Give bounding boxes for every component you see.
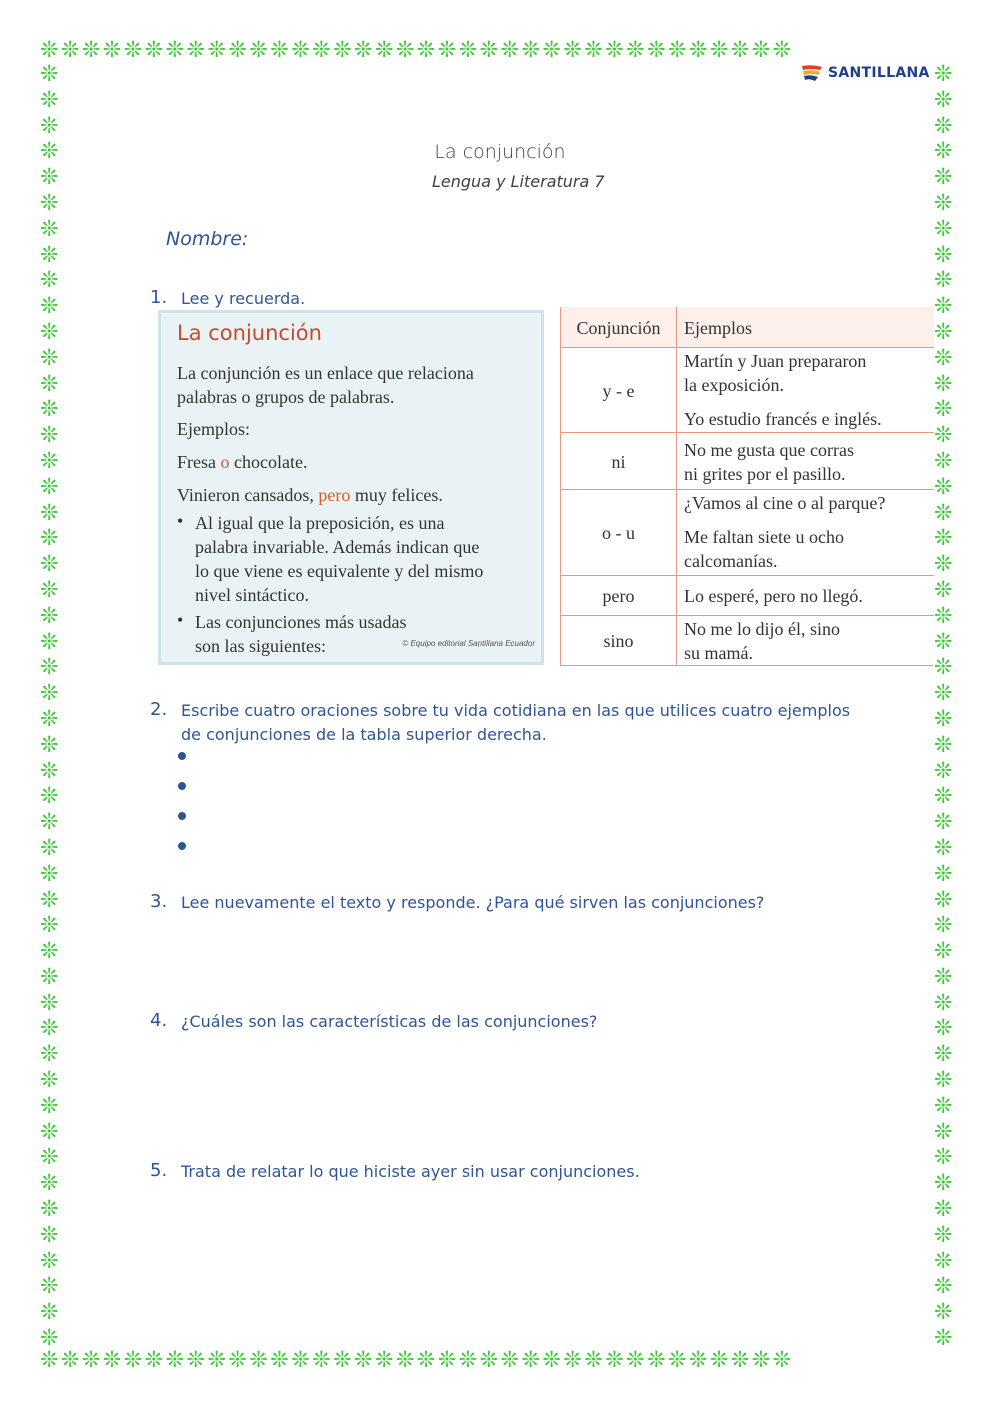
border-flower-icon: ❊ — [40, 887, 59, 913]
info-box-title: La conjunción — [177, 321, 322, 345]
border-flower-icon: ❊ — [934, 371, 953, 397]
border-flower-icon: ❊ — [40, 1119, 59, 1145]
bullet-symbol: • — [177, 610, 184, 630]
bullet-1-line: palabra invariable. Además indican que — [195, 537, 480, 557]
border-flower-icon: ❊ — [40, 655, 59, 681]
question-number: 3. — [150, 891, 168, 912]
border-flower-icon: ❊ — [40, 448, 59, 474]
border-flower-icon: ❊ — [934, 732, 953, 758]
border-flower-icon: ❊ — [40, 1016, 59, 1042]
border-flower-icon: ❊ — [40, 526, 59, 552]
border-flower-icon: ❊ — [40, 474, 59, 500]
example-2-before: Vinieron cansados, — [177, 485, 319, 505]
document-subtitle: Lengua y Literatura 7 — [432, 172, 605, 191]
row-divider — [561, 489, 934, 490]
border-flower-icon: ❊ — [934, 552, 953, 578]
border-flower-icon: ❊ — [934, 1042, 953, 1068]
border-flower-icon: ❊ — [934, 113, 953, 139]
border-flower-icon: ❊ — [40, 423, 59, 449]
border-flower-icon: ❊ — [934, 784, 953, 810]
border-flower-icon: ❊ — [934, 397, 953, 423]
table-cell-conjunction: pero — [602, 586, 635, 606]
border-flower-icon: ❊ — [934, 319, 953, 345]
border-flower-icon: ❊ — [934, 64, 953, 87]
question-number: 2. — [150, 699, 168, 720]
border-flower-icon: ❊ — [934, 268, 953, 294]
border-flower-icon: ❊ — [40, 87, 59, 113]
border-flower-icon: ❊ — [934, 448, 953, 474]
table-cell-example: Lo esperé, pero no llegó. — [684, 586, 863, 606]
name-label: Nombre: — [166, 228, 249, 250]
question-text-line-1: Escribe cuatro oraciones sobre tu vida cotidiana en las que utilices cuatro ejemplos — [181, 701, 851, 720]
border-flower-icon: ❊ — [40, 500, 59, 526]
border-flower-icon: ❊ — [934, 939, 953, 965]
border-flower-icon: ❊ — [934, 1222, 953, 1248]
border-flower-icon: ❊ — [934, 1016, 953, 1042]
border-flower-icon: ❊ — [40, 139, 59, 165]
border-flower-icon: ❊ — [40, 732, 59, 758]
bullet-1-line: nivel sintáctico. — [195, 585, 309, 605]
border-flower-icon: ❊ — [934, 139, 953, 165]
border-flower-icon: ❊ — [40, 552, 59, 578]
table-header-conjunction: Conjunción — [576, 318, 661, 338]
table-cell-example: Martín y Juan prepararon — [684, 351, 867, 371]
border-flower-icon: ❊ — [934, 706, 953, 732]
table-cell-example: ni grites por el pasillo. — [684, 464, 846, 484]
example-2-conjunction: pero — [318, 485, 351, 505]
border-flower-icon: ❊ — [934, 1300, 953, 1326]
bullet-1-line: Al igual que la preposición, es una — [195, 513, 445, 533]
info-box — [158, 310, 544, 665]
logo-text: SANTILLANA — [828, 65, 930, 81]
table-cell-example: calcomanías. — [684, 551, 778, 571]
border-flower-icon: ❊ — [934, 1248, 953, 1274]
border-flower-icon: ❊ — [934, 242, 953, 268]
border-flower-icon: ❊ — [934, 190, 953, 216]
question-text: Lee nuevamente el texto y responde. ¿Para qué sirven las conjunciones? — [181, 893, 765, 912]
question-text: Trata de relatar lo que hiciste ayer sin usar conjunciones. — [181, 1162, 640, 1181]
border-flower-icon: ❊ — [934, 1093, 953, 1119]
example-1-before: Fresa — [177, 452, 221, 472]
border-flower-icon: ❊ — [40, 1068, 59, 1094]
question-text: ¿Cuáles son las características de las conjunciones? — [181, 1012, 598, 1031]
answer-bullet-list — [178, 752, 186, 872]
border-flower-icon: ❊ — [40, 268, 59, 294]
answer-bullet — [178, 752, 186, 760]
border-flower-icon: ❊ — [40, 784, 59, 810]
border-flower-icon: ❊ — [934, 861, 953, 887]
table-cell-example: No me gusta que corras — [684, 440, 854, 460]
border-flower-icon: ❊ — [40, 294, 59, 320]
border-flower-icon: ❊ — [40, 64, 59, 87]
bottom-border: ❊❊❊❊❊❊❊❊❊❊❊❊❊❊❊❊❊❊❊❊❊❊❊❊❊❊❊❊❊❊❊❊❊❊❊❊ — [40, 1350, 794, 1373]
border-flower-icon: ❊ — [40, 577, 59, 603]
answer-bullet — [178, 782, 186, 790]
border-flower-icon: ❊ — [934, 87, 953, 113]
border-flower-icon: ❊ — [934, 345, 953, 371]
border-flower-icon: ❊ — [40, 681, 59, 707]
border-flower-icon: ❊ — [934, 887, 953, 913]
top-border: ❊❊❊❊❊❊❊❊❊❊❊❊❊❊❊❊❊❊❊❊❊❊❊❊❊❊❊❊❊❊❊❊❊❊❊❊ — [40, 40, 794, 63]
border-flower-icon: ❊ — [934, 294, 953, 320]
table-cell-example: la exposición. — [684, 375, 784, 395]
border-flower-icon: ❊ — [934, 964, 953, 990]
border-flower-icon: ❊ — [934, 810, 953, 836]
border-flower-icon: ❊ — [40, 345, 59, 371]
border-flower-icon: ❊ — [40, 913, 59, 939]
border-flower-icon: ❊ — [934, 423, 953, 449]
border-flower-icon: ❊ — [934, 758, 953, 784]
border-flower-icon: ❊ — [934, 681, 953, 707]
left-border — [40, 64, 66, 1354]
table-cell-example: Yo estudio francés e inglés. — [684, 409, 882, 429]
border-flower-icon: ❊ — [934, 526, 953, 552]
border-flower-icon: ❊ — [934, 629, 953, 655]
column-divider — [676, 307, 677, 665]
row-divider — [561, 575, 934, 576]
border-flower-icon: ❊ — [934, 1274, 953, 1300]
border-flower-icon: ❊ — [40, 1300, 59, 1326]
bullet-1-line: lo que viene es equivalente y del mismo — [195, 561, 484, 581]
bullet-1-text — [195, 511, 483, 607]
border-flower-icon: ❊ — [40, 939, 59, 965]
border-flower-icon: ❊ — [934, 1197, 953, 1223]
border-flower-icon: ❊ — [40, 371, 59, 397]
border-flower-icon: ❊ — [40, 835, 59, 861]
table-cell-example: su mamá. — [684, 643, 753, 663]
border-flower-icon: ❊ — [40, 1093, 59, 1119]
definition-line-1: La conjunción es un enlace que relaciona — [177, 363, 474, 383]
question-number: 5. — [150, 1160, 168, 1181]
border-flower-icon: ❊ — [934, 603, 953, 629]
border-flower-icon: ❊ — [40, 706, 59, 732]
example-1-conjunction: o — [220, 452, 230, 472]
table-cell-example: No me lo dijo él, sino — [684, 619, 840, 639]
border-flower-icon: ❊ — [40, 1197, 59, 1223]
example-2-after: muy felices. — [350, 485, 443, 505]
example-2 — [177, 483, 443, 507]
example-1 — [177, 450, 307, 474]
border-flower-icon: ❊ — [40, 758, 59, 784]
answer-bullet — [178, 842, 186, 850]
bullet-2-line: son las siguientes: — [195, 636, 326, 656]
border-flower-icon: ❊ — [40, 319, 59, 345]
example-1-after: chocolate. — [229, 452, 308, 472]
bullet-2-text — [195, 610, 406, 658]
border-flower-icon: ❊ — [40, 113, 59, 139]
question-number: 1. — [150, 287, 168, 308]
border-flower-icon: ❊ — [934, 216, 953, 242]
border-flower-icon: ❊ — [40, 1145, 59, 1171]
border-flower-icon: ❊ — [40, 1274, 59, 1300]
border-flower-icon: ❊ — [40, 1222, 59, 1248]
border-flower-icon: ❊ — [934, 1171, 953, 1197]
table-cell-conjunction: sino — [603, 631, 634, 651]
conjunction-table — [560, 307, 933, 666]
border-flower-icon: ❊ — [934, 165, 953, 191]
border-flower-icon: ❊ — [934, 474, 953, 500]
border-flower-icon: ❊ — [40, 1326, 59, 1352]
border-flower-icon: ❊ — [934, 1068, 953, 1094]
table-cell-conjunction: y - e — [602, 381, 635, 401]
border-flower-icon: ❊ — [40, 1248, 59, 1274]
border-flower-icon: ❊ — [40, 165, 59, 191]
border-flower-icon: ❊ — [40, 216, 59, 242]
bullet-symbol: • — [177, 511, 184, 531]
border-flower-icon: ❊ — [934, 990, 953, 1016]
border-flower-icon: ❊ — [934, 1326, 953, 1352]
border-flower-icon: ❊ — [40, 242, 59, 268]
row-divider — [561, 615, 934, 616]
examples-label: Ejemplos: — [177, 419, 250, 439]
image-credit: © Equipo editorial Santillana Ecuador — [402, 639, 535, 648]
border-flower-icon: ❊ — [934, 577, 953, 603]
border-flower-icon: ❊ — [40, 190, 59, 216]
santillana-logo — [800, 64, 930, 82]
border-flower-icon: ❊ — [40, 861, 59, 887]
border-flower-icon: ❊ — [40, 964, 59, 990]
border-flower-icon: ❊ — [40, 629, 59, 655]
border-flower-icon: ❊ — [934, 835, 953, 861]
table-cell-conjunction: ni — [611, 452, 626, 472]
border-flower-icon: ❊ — [934, 913, 953, 939]
border-flower-icon: ❊ — [934, 1145, 953, 1171]
definition-line-2: palabras o grupos de palabras. — [177, 387, 395, 407]
document-title: La conjunción — [434, 141, 566, 163]
bullet-2-line: Las conjunciones más usadas — [195, 612, 407, 632]
question-number: 4. — [150, 1010, 168, 1031]
border-flower-icon: ❊ — [40, 1171, 59, 1197]
table-cell-example: Me faltan siete u ocho — [684, 527, 844, 547]
answer-bullet — [178, 812, 186, 820]
border-flower-icon: ❊ — [40, 810, 59, 836]
border-flower-icon: ❊ — [934, 655, 953, 681]
row-divider — [561, 432, 934, 433]
table-header-examples: Ejemplos — [684, 318, 752, 338]
table-cell-example: ¿Vamos al cine o al parque? — [684, 493, 886, 513]
border-flower-icon: ❊ — [934, 1119, 953, 1145]
border-flower-icon: ❊ — [40, 603, 59, 629]
question-text-line-2: de conjunciones de la tabla superior derecha. — [181, 725, 547, 744]
table-cell-conjunction: o - u — [602, 523, 635, 543]
right-border — [934, 64, 960, 1354]
santillana-logo-icon — [800, 64, 824, 82]
border-flower-icon: ❊ — [934, 500, 953, 526]
border-flower-icon: ❊ — [40, 1042, 59, 1068]
question-text: Lee y recuerda. — [181, 289, 306, 308]
border-flower-icon: ❊ — [40, 990, 59, 1016]
border-flower-icon: ❊ — [40, 397, 59, 423]
